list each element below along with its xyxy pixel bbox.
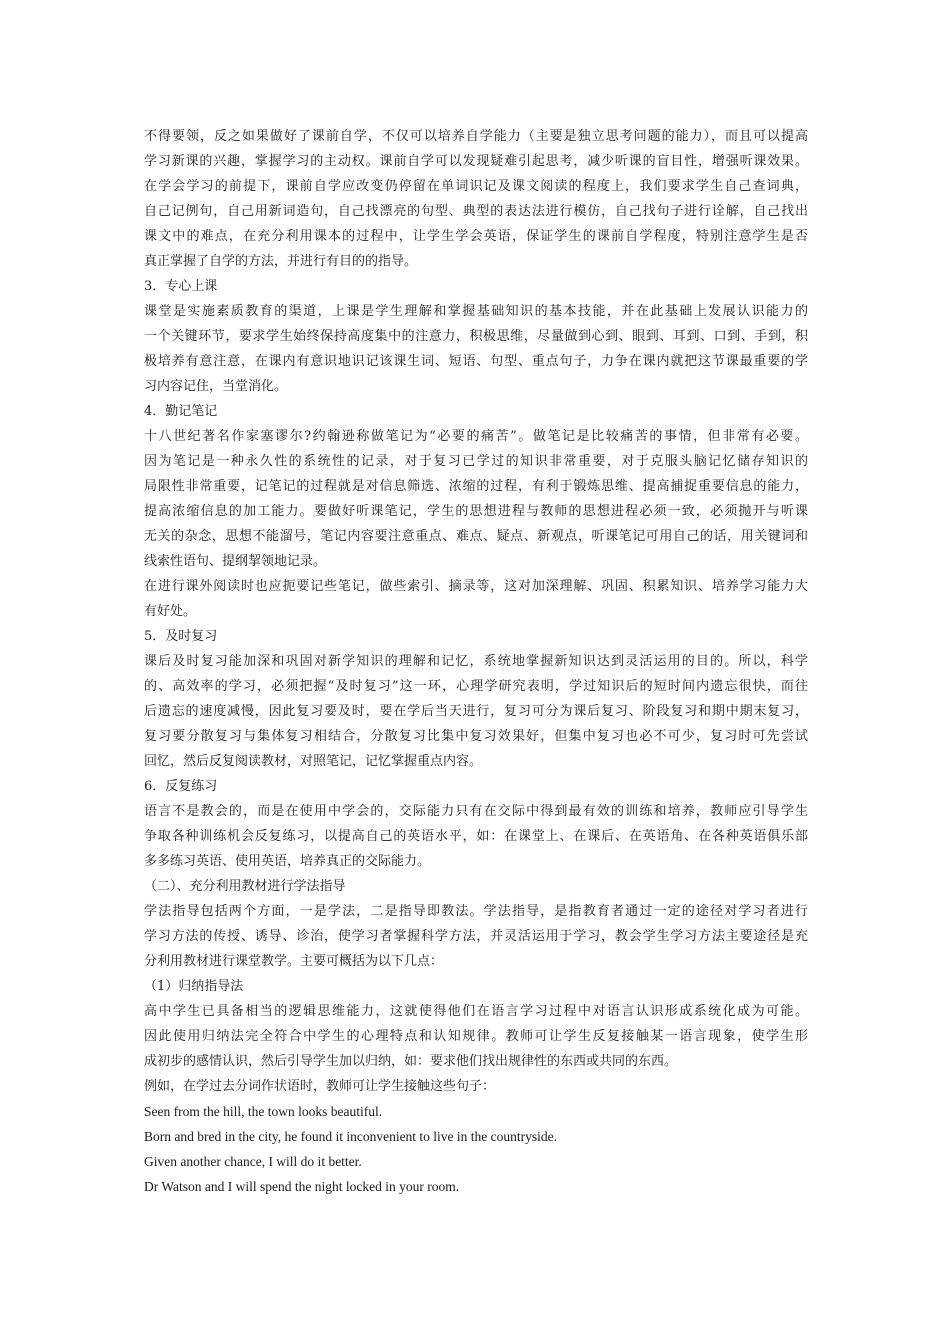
text-line: 一个关键环节，要求学生始终保持高度集中的注意力，积极思维，尽量做到心到、眼到、耳到、口到、手到，积 bbox=[144, 329, 808, 344]
text-line: 成初步的感情认识，然后引导学生加以归纳，如：要求他们找出规律性的东西或共同的东西。 bbox=[144, 1054, 678, 1069]
text-line: 分利用教材进行课堂教学。主要可概括为以下几点： bbox=[144, 954, 444, 969]
text-line: 无关的杂念，思想不能溜号，笔记内容要注意重点、难点、疑点、新观点，听课笔记可用自己的话，用关键词和 bbox=[144, 529, 808, 544]
text-line: 多多练习英语、使用英语，培养真正的交际能力。 bbox=[144, 854, 431, 869]
text-line: 真正掌握了自学的方法，并进行有目的的指导。 bbox=[144, 254, 418, 269]
text-line: 后遗忘的速度减慢，因此复习要及时，要在学后当天进行，复习可分为课后复习、阶段复习和期中期末复习， bbox=[144, 704, 808, 719]
text-line: 提高浓缩信息的加工能力。要做好听课笔记，学生的思想进程与教师的思想进程必须一致，必须抛开与听课 bbox=[144, 504, 808, 519]
example-sentence-line: Born and bred in the city, he found it inconvenient to live in the countryside. bbox=[144, 1129, 558, 1144]
text-line: 学习方法的传授、诱导、诊治，使学习者掌握科学方法，并灵活运用于学习，教会学生学习方法主要途径是充 bbox=[144, 929, 808, 944]
example-sentence-line: Seen from the hill, the town looks beautiful. bbox=[144, 1104, 383, 1119]
text-line: 因此使用归纳法完全符合中学生的心理特点和认知规律。教师可让学生反复接触某一语言现象，使学生形 bbox=[144, 1029, 808, 1044]
text-line: 十八世纪著名作家塞谬尔?约翰逊称做笔记为“必要的痛苦”。做笔记是比较痛苦的事情，但非常有必要。 bbox=[144, 429, 808, 444]
text-line: 4．勤记笔记 bbox=[144, 404, 218, 419]
text-line: 高中学生已具备相当的逻辑思维能力，这就使得他们在语言学习过程中对语言认识形成系统化成为可能。 bbox=[144, 1004, 808, 1019]
text-line: 在学会学习的前提下，课前自学应改变仍停留在单词识记及课文阅读的程度上，我们要求学生自己查词典， bbox=[144, 179, 808, 194]
text-line: 学法指导包括两个方面，一是学法，二是指导即教法。学法指导，是指教育者通过一定的途径对学习者进行 bbox=[144, 904, 808, 919]
example-sentence-line: Given another chance, I will do it better. bbox=[144, 1154, 362, 1169]
text-line: （1）归纳指导法 bbox=[144, 979, 244, 994]
text-line: 极培养有意注意，在课内有意识地识记该课生词、短语、句型、重点句子，力争在课内就把这节课最重要的学 bbox=[144, 354, 808, 369]
text-line: 回忆，然后反复阅读教材，对照笔记，记忆掌握重点内容。 bbox=[144, 754, 483, 769]
text-line: 6．反复练习 bbox=[144, 779, 218, 794]
text-line: 因为笔记是一种永久性的系统性的记录，对于复习已学过的知识非常重要，对于克服头脑记忆储存知识的 bbox=[144, 454, 808, 469]
text-line: 例如，在学过去分词作状语时，教师可让学生接触这些句子： bbox=[144, 1079, 496, 1094]
example-sentence-line: Dr Watson and I will spend the night locked in your room. bbox=[144, 1179, 460, 1194]
text-line: 线索性语句、提纲挈领地记录。 bbox=[144, 554, 327, 569]
text-line: 自己记例句，自己用新词造句，自己找漂亮的句型、典型的表达法进行模仿，自己找句子进行诠解，自己找出 bbox=[144, 204, 808, 219]
text-line: 习内容记住，当堂消化。 bbox=[144, 379, 288, 394]
text-line: 语言不是教会的，而是在使用中学会的，交际能力只有在交际中得到最有效的训练和培养，教师应引导学生 bbox=[144, 804, 808, 819]
text-line: 的、高效率的学习，必须把握“及时复习”这一环，心理学研究表明，学过知识后的短时间内遗忘很快，而往 bbox=[144, 679, 808, 694]
text-line: 复习要分散复习与集体复习相结合，分散复习比集中复习效果好，但集中复习也必不可少，复习时可先尝试 bbox=[144, 729, 808, 744]
text-line: （二）、充分利用教材进行学法指导 bbox=[144, 879, 346, 894]
text-line: 争取各种训练机会反复练习，以提高自己的英语水平，如：在课堂上、在课后、在英语角、在各种英语俱乐部 bbox=[144, 829, 808, 844]
text-line: 不得要领，反之如果做好了课前自学，不仅可以培养自学能力（主要是独立思考问题的能力），而且可以提高 bbox=[144, 129, 808, 144]
text-line: 5．及时复习 bbox=[144, 629, 218, 644]
text-line: 有好处。 bbox=[144, 604, 197, 619]
text-line: 课后及时复习能加深和巩固对新学知识的理解和记忆，系统地掌握新知识达到灵活运用的目的。所以，科学 bbox=[144, 654, 808, 669]
text-line: 局限性非常重要，记笔记的过程就是对信息筛选、浓缩的过程，有利于锻炼思维、提高捕捉重要信息的能力， bbox=[144, 479, 808, 494]
text-line: 课文中的难点，在充分利用课本的过程中，让学生学会英语，保证学生的课前自学程度，特别注意学生是否 bbox=[144, 229, 808, 244]
text-line: 课堂是实施素质教育的渠道，上课是学生理解和掌握基础知识的基本技能，并在此基础上发展认识能力的 bbox=[144, 304, 808, 319]
text-line: 在进行课外阅读时也应扼要记些笔记，做些索引、摘录等，这对加深理解、巩固、积累知识、培养学习能力大 bbox=[144, 579, 808, 594]
text-line: 学习新课的兴趣，掌握学习的主动权。课前自学可以发现疑难引起思考，减少听课的盲目性，增强听课效果。 bbox=[144, 154, 808, 169]
document-page bbox=[144, 124, 808, 1199]
text-line: 3．专心上课 bbox=[144, 279, 218, 294]
